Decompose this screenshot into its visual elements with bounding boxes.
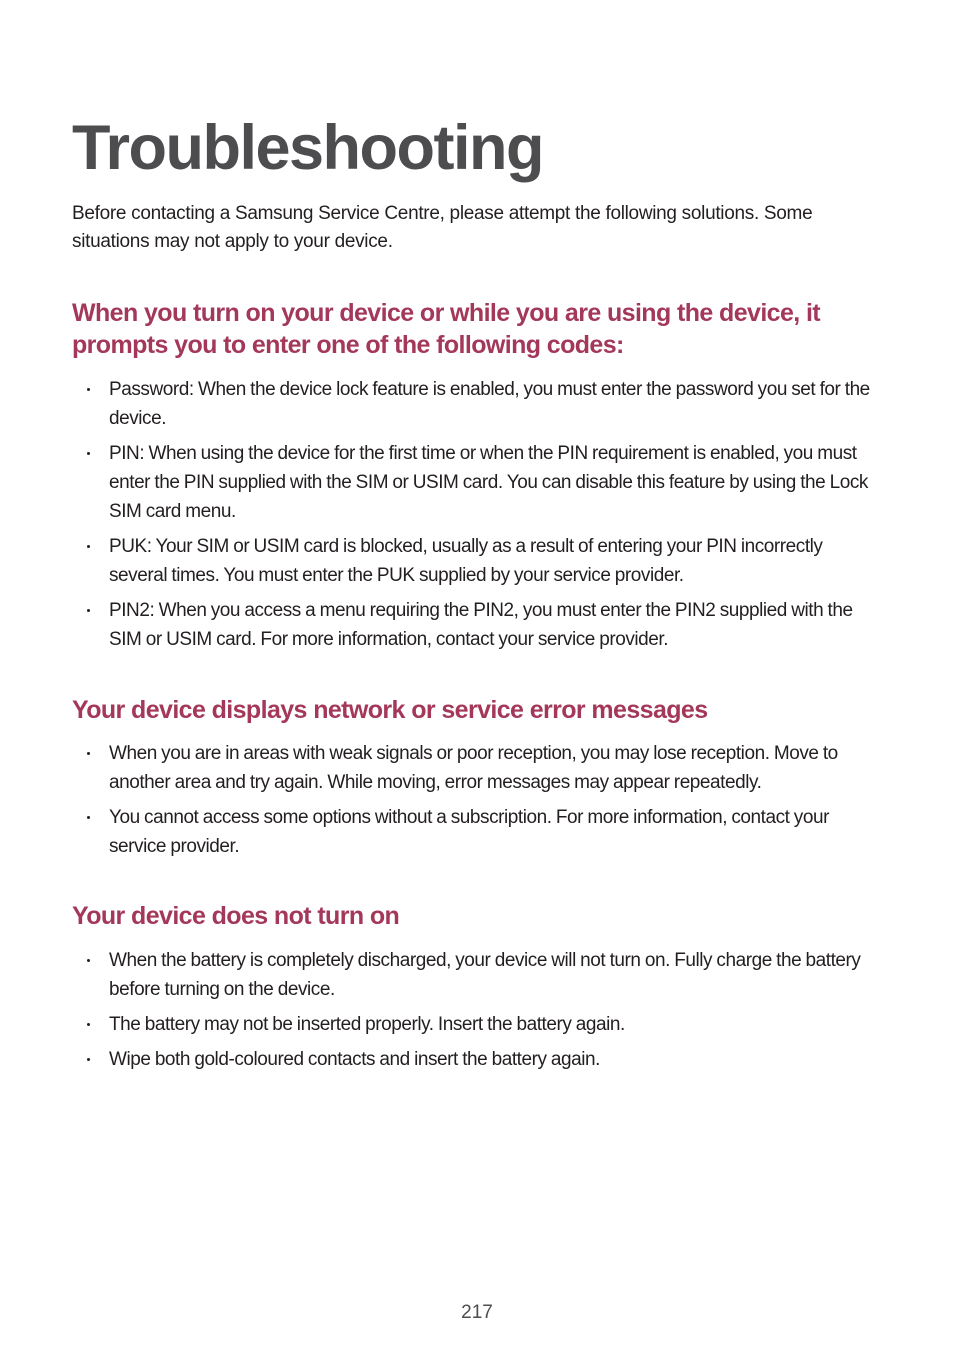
bullet-icon <box>87 1058 90 1061</box>
list-item: The battery may not be inserted properly. Insert the battery again. <box>72 1010 884 1039</box>
section-heading-codes: When you turn on your device or while you are using the device, it prompts you to enter one of the following codes: <box>72 299 821 359</box>
section-heading-no-power: Your device does not turn on <box>72 902 400 930</box>
page-title: Troubleshooting <box>72 113 543 183</box>
bullet-icon <box>87 452 90 455</box>
bullet-icon <box>87 816 90 819</box>
intro-paragraph: Before contacting a Samsung Service Centre, please attempt the following solutions. Some situations may not apply to your device. <box>72 203 813 252</box>
codes-list <box>72 375 884 660</box>
list-item: PIN2: When you access a menu requiring the PIN2, you must enter the PIN2 supplied with the SIM or USIM card. For more information, contact your service provider. <box>72 596 884 654</box>
list-item: When the battery is completely discharged, your device will not turn on. Fully charge the battery before turning on the device. <box>72 946 884 1004</box>
list-item: Password: When the device lock feature is enabled, you must enter the password you set for the device. <box>72 375 884 433</box>
bullet-icon <box>87 959 90 962</box>
network-errors-list <box>72 739 884 867</box>
bullet-icon <box>87 545 90 548</box>
list-item: PIN: When using the device for the first time or when the PIN requirement is enabled, you must enter the PIN supplied with the SIM or USIM card. You can disable this feature by using the Lock SIM card menu. <box>72 439 884 526</box>
bullet-icon <box>87 609 90 612</box>
no-power-list <box>72 946 884 1080</box>
page-number: 217 <box>461 1302 493 1323</box>
list-item: Wipe both gold-coloured contacts and insert the battery again. <box>72 1045 884 1074</box>
list-item: PUK: Your SIM or USIM card is blocked, usually as a result of entering your PIN incorrectly several times. You must enter the PUK supplied by your service provider. <box>72 532 884 590</box>
list-item: You cannot access some options without a subscription. For more information, contact your service provider. <box>72 803 884 861</box>
bullet-icon <box>87 1023 90 1026</box>
list-item: When you are in areas with weak signals or poor reception, you may lose reception. Move to another area and try again. While moving, error messages may appear repeatedly. <box>72 739 884 797</box>
section-heading-network-errors: Your device displays network or service error messages <box>72 696 708 724</box>
bullet-icon <box>87 388 90 391</box>
bullet-icon <box>87 752 90 755</box>
